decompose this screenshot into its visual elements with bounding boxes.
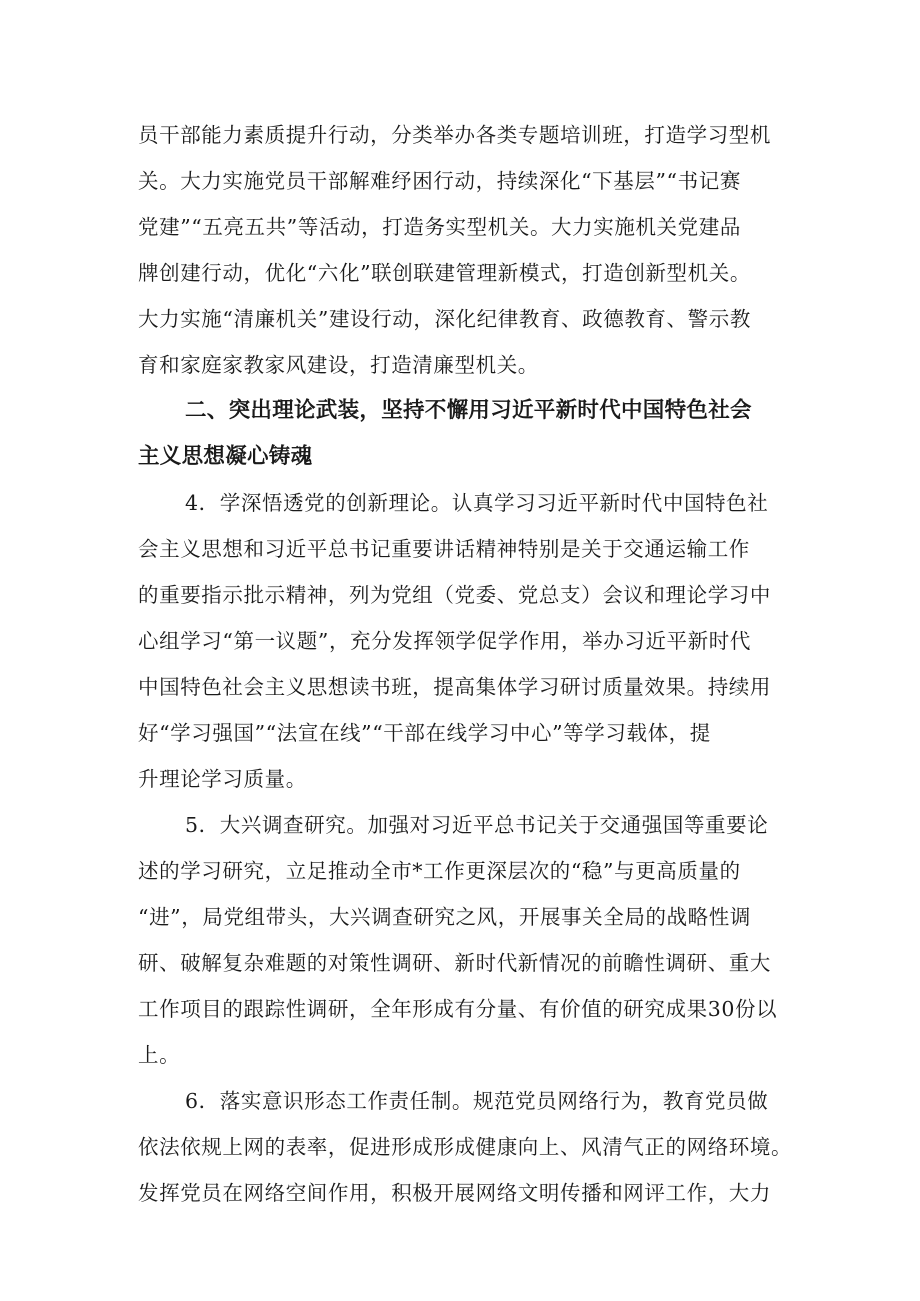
paragraph-line: 大力实施“清廉机关”建设行动，深化纪律教育、政德教育、警示教 [138, 307, 751, 331]
paragraph-line: 好“学习强国”“法宣在线”“干部在线学习中心”等学习载体，提 [138, 721, 711, 745]
section-heading: 主义思想凝心铸魂 [138, 444, 313, 469]
paragraph-line: 6．落实意识形态工作责任制。规范党员网络行为，教育党员做 [185, 1089, 769, 1113]
paragraph-line: 工作项目的跟踪性调研，全年形成有分量、有价值的研究成果30份以 [138, 997, 778, 1021]
paragraph-line: 发挥党员在网络空间作用，积极开展网络文明传播和网评工作，大力 [138, 1181, 771, 1205]
section-heading: 二、突出理论武装，坚持不懈用习近平新时代中国特色社会 [185, 398, 752, 423]
paragraph-line: “进”，局党组带头，大兴调查研究之风，开展事关全局的战略性调 [138, 905, 751, 929]
paragraph-line: 关。大力实施党员干部解难纾困行动，持续深化“下基层”“书记赛 [138, 169, 741, 193]
paragraph-line: 中国特色社会主义思想读书班，提高集体学习研讨质量效果。持续用 [138, 675, 771, 699]
paragraph-line: 5．大兴调查研究。加强对习近平总书记关于交通强国等重要论 [185, 813, 769, 837]
paragraph-line: 会主义思想和习近平总书记重要讲话精神特别是关于交通运输工作 [138, 537, 750, 561]
paragraph-line: 升理论学习质量。 [138, 767, 307, 791]
paragraph-line: 述的学习研究，立足推动全市*工作更深层次的“稳”与更高质量的 [138, 859, 741, 883]
paragraph-line: 党建”“五亮五共”等活动，打造务实型机关。大力实施机关党建品 [138, 215, 741, 239]
paragraph-line: 4．学深悟透党的创新理论。认真学习习近平新时代中国特色社 [185, 491, 769, 515]
paragraph-line: 牌创建行动，优化“六化”联创联建管理新模式，打造创新型机关。 [138, 261, 751, 285]
paragraph-line: 员干部能力素质提升行动，分类举办各类专题培训班，打造学习型机 [138, 123, 771, 147]
paragraph-line: 依法依规上网的表率，促进形成形成健康向上、风清气正的网络环境。 [138, 1135, 793, 1159]
paragraph-line: 心组学习“第一议题”，充分发挥领学促学作用，举办习近平新时代 [138, 629, 751, 653]
paragraph-line: 上。 [138, 1043, 181, 1067]
paragraph-line: 的重要指示批示精神，列为党组（党委、党总支）会议和理论学习中 [138, 583, 771, 607]
paragraph-line: 育和家庭家教家风建设，打造清廉型机关。 [138, 353, 539, 377]
paragraph-line: 研、破解复杂难题的对策性调研、新时代新情况的前瞻性调研、重大 [138, 951, 771, 975]
